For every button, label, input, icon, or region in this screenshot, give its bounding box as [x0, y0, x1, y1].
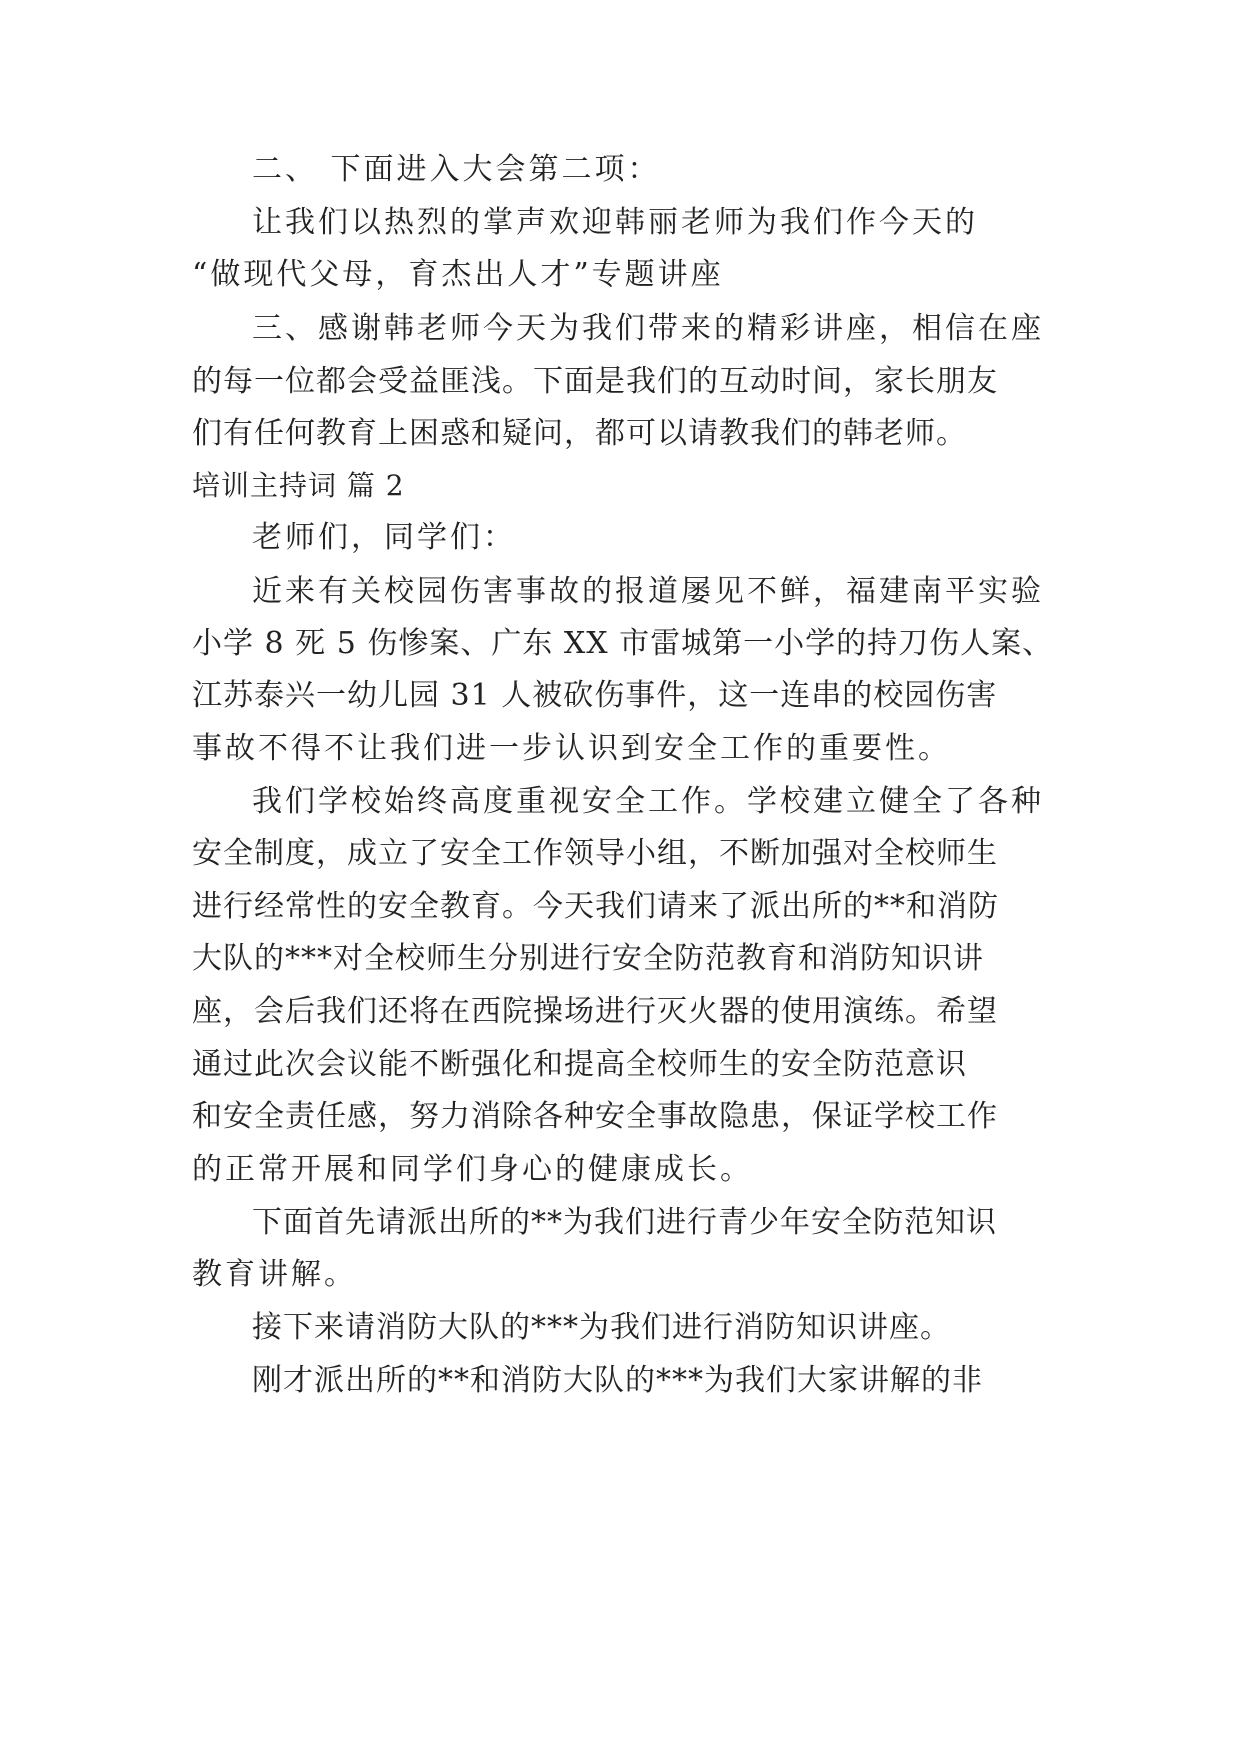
section-heading: 培训主持词 篇 2 — [192, 469, 405, 502]
paragraph-line: 接下来请消防大队的***为我们进行消防知识讲座。 — [252, 1310, 951, 1345]
paragraph-line: 通过此次会议能不断强化和提高全校师生的安全防范意识 — [192, 1047, 967, 1082]
paragraph-line: 下面首先请派出所的**为我们进行青少年安全防范知识 — [252, 1205, 997, 1240]
paragraph-line: 安全制度，成立了安全工作领导小组，不断加强对全校师生 — [192, 836, 998, 871]
paragraph-line: 座，会后我们还将在西院操场进行灭火器的使用演练。希望 — [192, 994, 998, 1029]
paragraph-line: 刚才派出所的**和消防大队的***为我们大家讲解的非 — [252, 1363, 983, 1398]
paragraph-line: 让我们以热烈的掌声欢迎韩丽老师为我们作今天的 — [252, 205, 978, 240]
paragraph-line: 小学 8 死 5 伤惨案、广东 XX 市雷城第一小学的持刀伤人案、 — [192, 626, 1054, 661]
paragraph-line: 大队的***对全校师生分别进行安全防范教育和消防知识讲 — [192, 941, 984, 976]
salutation: 老师们，同学们： — [252, 520, 516, 555]
paragraph-line: 们有任何教育上困惑和疑问，都可以请教我们的韩老师。 — [192, 416, 967, 451]
paragraph-line: 的每一位都会受益匪浅。下面是我们的互动时间，家长朋友 — [192, 364, 998, 399]
paragraph-line: 江苏泰兴一幼儿园 31 人被砍伤事件，这一连串的校园伤害 — [192, 678, 998, 713]
paragraph-line: 进行经常性的安全教育。今天我们请来了派出所的**和消防 — [192, 889, 999, 924]
paragraph-line: 和安全责任感，努力消除各种安全事故隐患，保证学校工作 — [192, 1099, 998, 1134]
paragraph-line: 教育讲解。 — [192, 1257, 357, 1292]
paragraph-line: 事故不得不让我们进一步认识到安全工作的重要性。 — [192, 731, 951, 766]
paragraph-line: 的正常开展和同学们身心的健康成长。 — [192, 1152, 753, 1187]
agenda-item-three: 三、感谢韩老师今天为我们带来的精彩讲座，相信在座 — [252, 311, 1044, 346]
paragraph-line: 我们学校始终高度重视安全工作。学校建立健全了各种 — [252, 784, 1044, 819]
agenda-item-two: 二、 下面进入大会第二项： — [252, 152, 661, 187]
paragraph-line: 近来有关校园伤害事故的报道屡见不鲜，福建南平实验 — [252, 574, 1044, 609]
paragraph-line: “做现代父母，育杰出人才”专题讲座 — [192, 257, 724, 292]
